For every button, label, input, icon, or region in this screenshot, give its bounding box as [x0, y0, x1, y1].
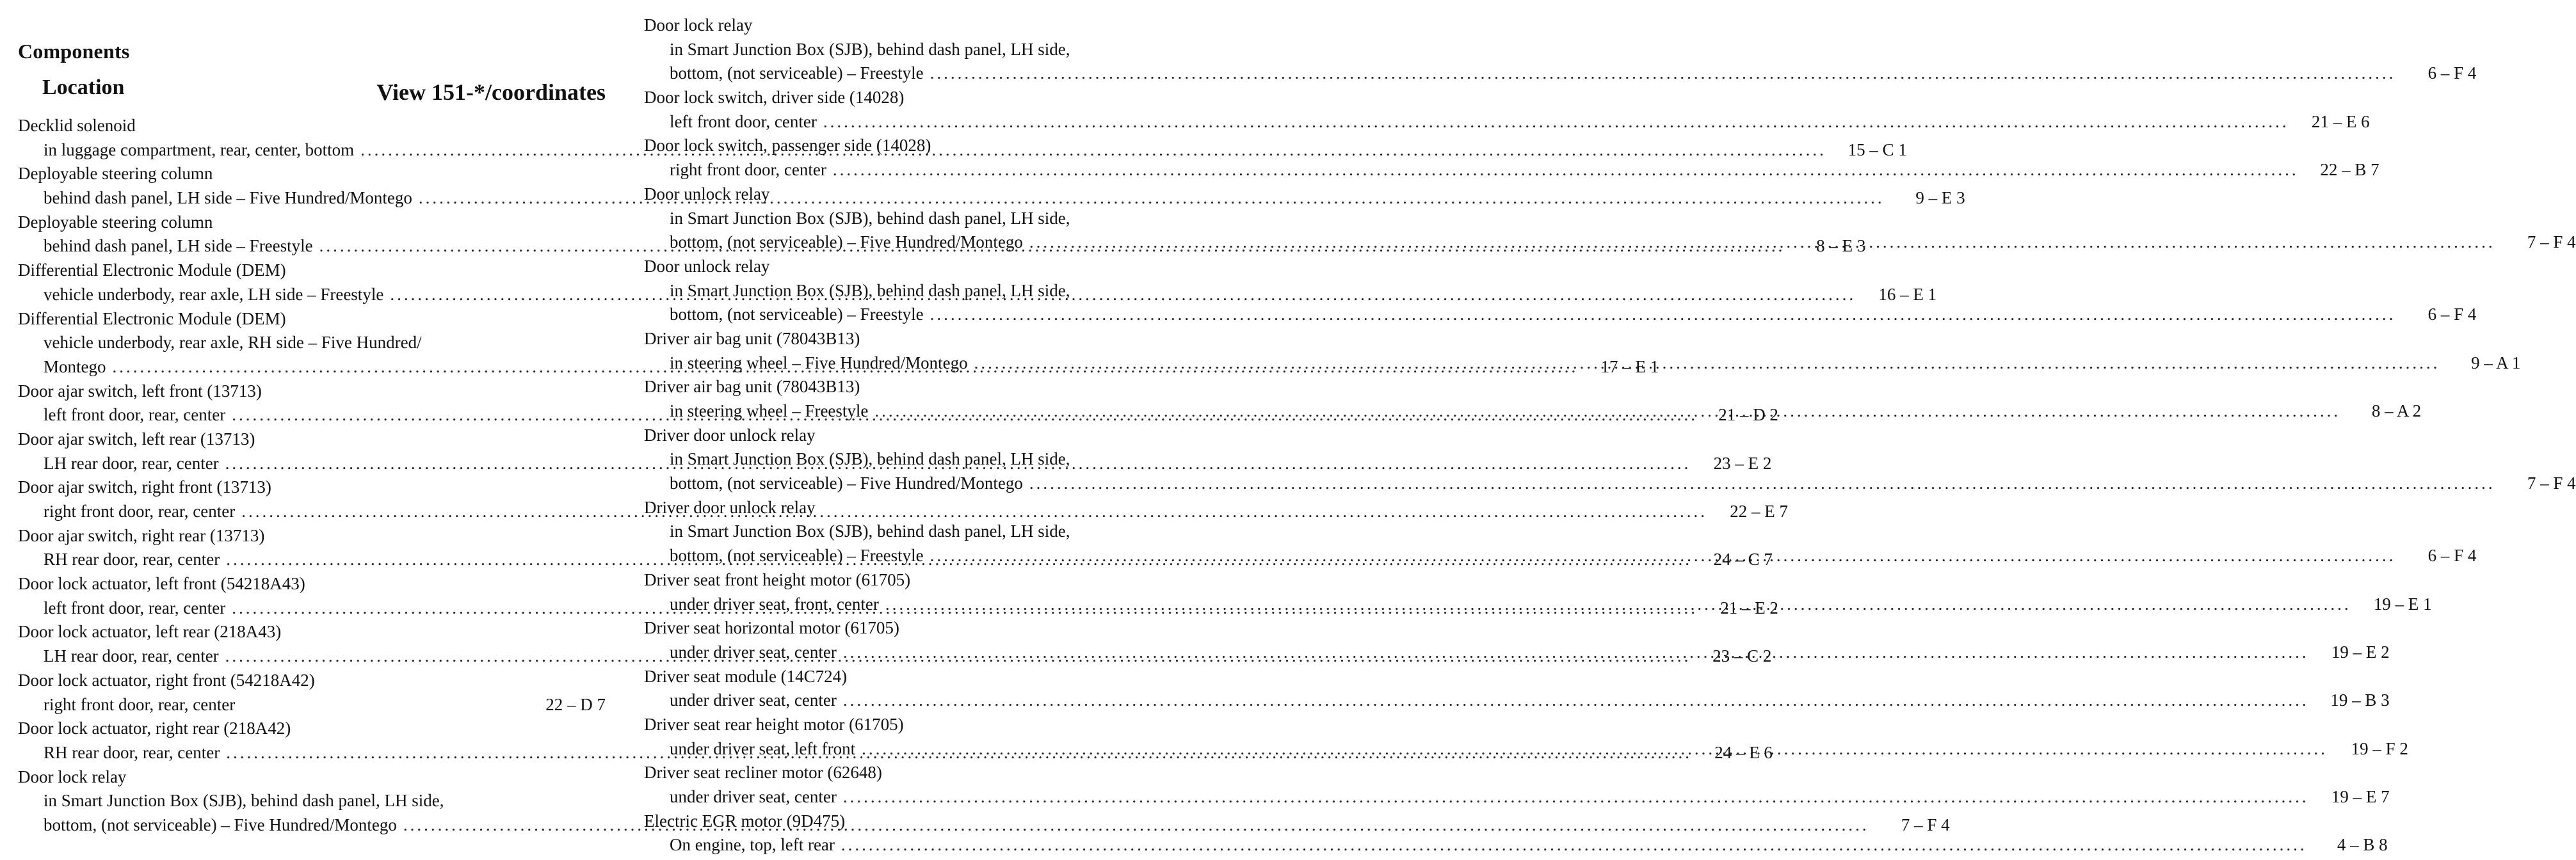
location-text: under driver seat, left front	[670, 738, 856, 758]
component-location-line	[644, 833, 2388, 857]
location-text: in Smart Junction Box (SJB), behind dash panel, LH side,	[44, 791, 444, 811]
component-name: Door lock actuator, right rear (218A42)	[18, 719, 291, 738]
component-name: Driver air bag unit (78043B13)	[644, 377, 860, 397]
dot-leader	[930, 544, 2396, 568]
component-name: Differential Electronic Module (DEM)	[18, 260, 286, 280]
component-name: Door ajar switch, left front (13713)	[18, 381, 262, 401]
component-entry	[644, 665, 2390, 713]
location-text: left front door, rear, center	[44, 598, 226, 617]
location-text: bottom, (not serviceable) – Five Hundred/Montego	[44, 815, 397, 834]
view-coordinates-header: View 151-*/coordinates	[376, 79, 606, 105]
component-name: Door lock actuator, left rear (218A43)	[18, 622, 282, 642]
component-entry	[644, 13, 2477, 86]
component-name: Driver air bag unit (78043B13)	[644, 328, 860, 348]
component-name: Driver seat front height motor (61705)	[644, 569, 911, 589]
component-location-line	[644, 110, 2370, 134]
view-coordinate: 19 – E 1	[2373, 594, 2432, 614]
view-coordinate: 21 – D 2	[1718, 405, 1778, 425]
location-text: in luggage compartment, rear, center, bottom	[44, 139, 355, 159]
location-text: left front door, rear, center	[44, 405, 226, 425]
view-coordinate: 19 – F 2	[2351, 738, 2408, 758]
component-location-line	[644, 785, 2390, 809]
location-text: vehicle underbody, rear axle, LH side – Freestyle	[44, 284, 384, 304]
dot-leader	[1029, 472, 2495, 496]
dot-leader	[930, 303, 2396, 327]
dot-leader	[843, 785, 2309, 809]
component-location-line	[644, 279, 1225, 303]
component-name: Door unlock relay	[644, 184, 770, 203]
component-name: Driver door unlock relay	[644, 497, 816, 517]
location-text: right front door, center	[670, 160, 826, 180]
location-text: vehicle underbody, rear axle, RH side – Five Hundred/	[44, 333, 422, 353]
location-text: behind dash panel, LH side – Freestyle	[44, 236, 313, 256]
view-coordinate: 22 – E 7	[1730, 502, 1788, 521]
component-name: Driver seat recliner motor (62648)	[644, 763, 882, 783]
component-name: Deployable steering column	[18, 212, 213, 232]
component-name: Door lock actuator, right front (54218A42)	[18, 670, 315, 690]
location-text: bottom, (not serviceable) – Freestyle	[670, 546, 924, 566]
dot-leader	[885, 593, 2351, 617]
component-location-line	[644, 207, 1225, 231]
view-coordinate: 22 – B 7	[2320, 160, 2379, 180]
view-coordinate: 8 – A 2	[2371, 401, 2422, 420]
component-name: Driver seat rear height motor (61705)	[644, 714, 904, 734]
view-coordinate: 15 – C 1	[1847, 139, 1907, 159]
location-text: in Smart Junction Box (SJB), behind dash panel, LH side,	[670, 208, 1070, 228]
location-text: LH rear door, rear, center	[44, 453, 219, 473]
component-entry	[644, 86, 2370, 134]
component-name: Electric EGR motor (9D475)	[644, 811, 846, 831]
location-text: bottom, (not serviceable) – Freestyle	[670, 305, 924, 324]
location-text: LH rear door, rear, center	[44, 646, 219, 666]
dot-leader	[862, 737, 2328, 761]
component-name: Door ajar switch, right front (13713)	[18, 477, 271, 497]
component-name: Differential Electronic Module (DEM)	[18, 308, 286, 328]
component-name: Door lock relay	[644, 15, 753, 35]
component-entry	[18, 669, 606, 717]
component-name: Door lock switch, driver side (14028)	[644, 88, 905, 107]
view-coordinate: 24 – E 6	[1714, 742, 1773, 762]
dot-leader	[841, 833, 2307, 857]
dot-leader	[874, 399, 2340, 424]
view-coordinate: 7 – F 4	[1901, 815, 1950, 834]
component-location-line	[644, 303, 2477, 327]
view-coordinate: 19 – E 7	[2331, 787, 2390, 806]
location-text: in steering wheel – Freestyle	[670, 401, 869, 420]
location-text: bottom, (not serviceable) – Five Hundred/Montego	[670, 474, 1023, 493]
view-coordinate: 17 – E 1	[1600, 356, 1659, 376]
component-location-line	[644, 520, 1225, 544]
component-name: Door ajar switch, left rear (13713)	[18, 429, 255, 449]
component-location-line	[644, 158, 2379, 182]
view-coordinate: 23 – C 2	[1712, 646, 1772, 666]
view-coordinate: 6 – F 4	[2427, 546, 2477, 566]
view-coordinate: 24 – C 7	[1713, 550, 1773, 569]
location-text: bottom, (not serviceable) – Freestyle	[670, 63, 924, 83]
column-headers	[18, 76, 606, 104]
dot-leader	[823, 110, 2289, 134]
view-coordinate: 9 – A 1	[2471, 353, 2521, 372]
view-coordinate: 7 – F 4	[2527, 474, 2576, 493]
location-header: Location	[42, 76, 125, 99]
component-name: Deployable steering column	[18, 164, 213, 184]
dot-leader	[833, 158, 2299, 182]
location-text: behind dash panel, LH side – Five Hundred/Montego	[44, 188, 412, 208]
component-location-line	[644, 447, 1225, 472]
component-location-line	[644, 689, 2390, 713]
component-location-line	[18, 693, 606, 717]
dot-leader	[930, 61, 2396, 86]
view-coordinate: 21 – E 2	[1720, 598, 1778, 617]
location-text: RH rear door, rear, center	[44, 742, 220, 762]
location-text: right front door, rear, center	[44, 502, 236, 521]
component-name: Door lock actuator, left front (54218A43)	[18, 574, 305, 594]
dot-leader	[974, 351, 2440, 376]
location-text: left front door, center	[670, 111, 817, 131]
location-text: under driver seat, front, center	[670, 594, 879, 614]
view-coordinate: 4 – B 8	[2337, 835, 2388, 855]
component-name: Door lock relay	[18, 767, 127, 786]
component-name: Driver seat horizontal motor (61705)	[644, 618, 899, 638]
dot-leader	[1029, 230, 2495, 255]
location-text: under driver seat, center	[670, 690, 837, 710]
view-coordinate: 23 – E 2	[1713, 453, 1772, 473]
view-coordinate: 19 – E 2	[2331, 642, 2390, 662]
location-text: in Smart Junction Box (SJB), behind dash panel, LH side,	[670, 522, 1070, 541]
dot-leader	[843, 689, 2309, 713]
component-name: Door ajar switch, right rear (13713)	[18, 525, 265, 545]
view-coordinate: 6 – F 4	[2427, 305, 2477, 324]
location-text: under driver seat, center	[670, 787, 837, 806]
component-location-line	[644, 61, 2477, 86]
location-text: in Smart Junction Box (SJB), behind dash panel, LH side,	[670, 449, 1070, 469]
location-text: RH rear door, rear, center	[44, 550, 220, 569]
location-text: On engine, top, left rear	[670, 835, 835, 855]
component-name: Door unlock relay	[644, 256, 770, 276]
component-name: Driver seat module (14C724)	[644, 666, 848, 686]
component-location-line	[18, 789, 606, 813]
view-coordinate: 7 – F 4	[2527, 232, 2576, 252]
component-location-line	[644, 38, 1225, 62]
view-coordinate: 8 – E 3	[1816, 236, 1866, 256]
component-location-line	[18, 331, 606, 355]
view-coordinate: 9 – E 3	[1915, 188, 1965, 208]
location-text: in Smart Junction Box (SJB), behind dash panel, LH side,	[670, 39, 1070, 59]
component-name: Door lock switch, passenger side (14028)	[644, 136, 931, 155]
view-coordinate: 6 – F 4	[2427, 63, 2477, 83]
dot-leader	[843, 641, 2309, 665]
component-name: Decklid solenoid	[18, 116, 136, 135]
component-location-line	[644, 472, 2576, 496]
page-heading: Components	[18, 40, 130, 63]
view-coordinate: 16 – E 1	[1878, 284, 1937, 304]
location-text: under driver seat, center	[670, 642, 837, 662]
component-name: Driver door unlock relay	[644, 425, 816, 445]
location-text: Montego	[44, 356, 106, 376]
component-entry	[644, 761, 2390, 809]
view-coordinate: 22 – D 7	[545, 694, 606, 714]
location-text: in steering wheel – Five Hundred/Montego	[670, 353, 968, 372]
location-text: bottom, (not serviceable) – Five Hundred/Montego	[670, 232, 1023, 252]
location-text: in Smart Junction Box (SJB), behind dash panel, LH side,	[670, 280, 1070, 300]
location-text: right front door, rear, center	[44, 694, 236, 714]
view-coordinate: 21 – E 6	[2311, 111, 2370, 131]
view-coordinate: 19 – B 3	[2330, 690, 2390, 710]
